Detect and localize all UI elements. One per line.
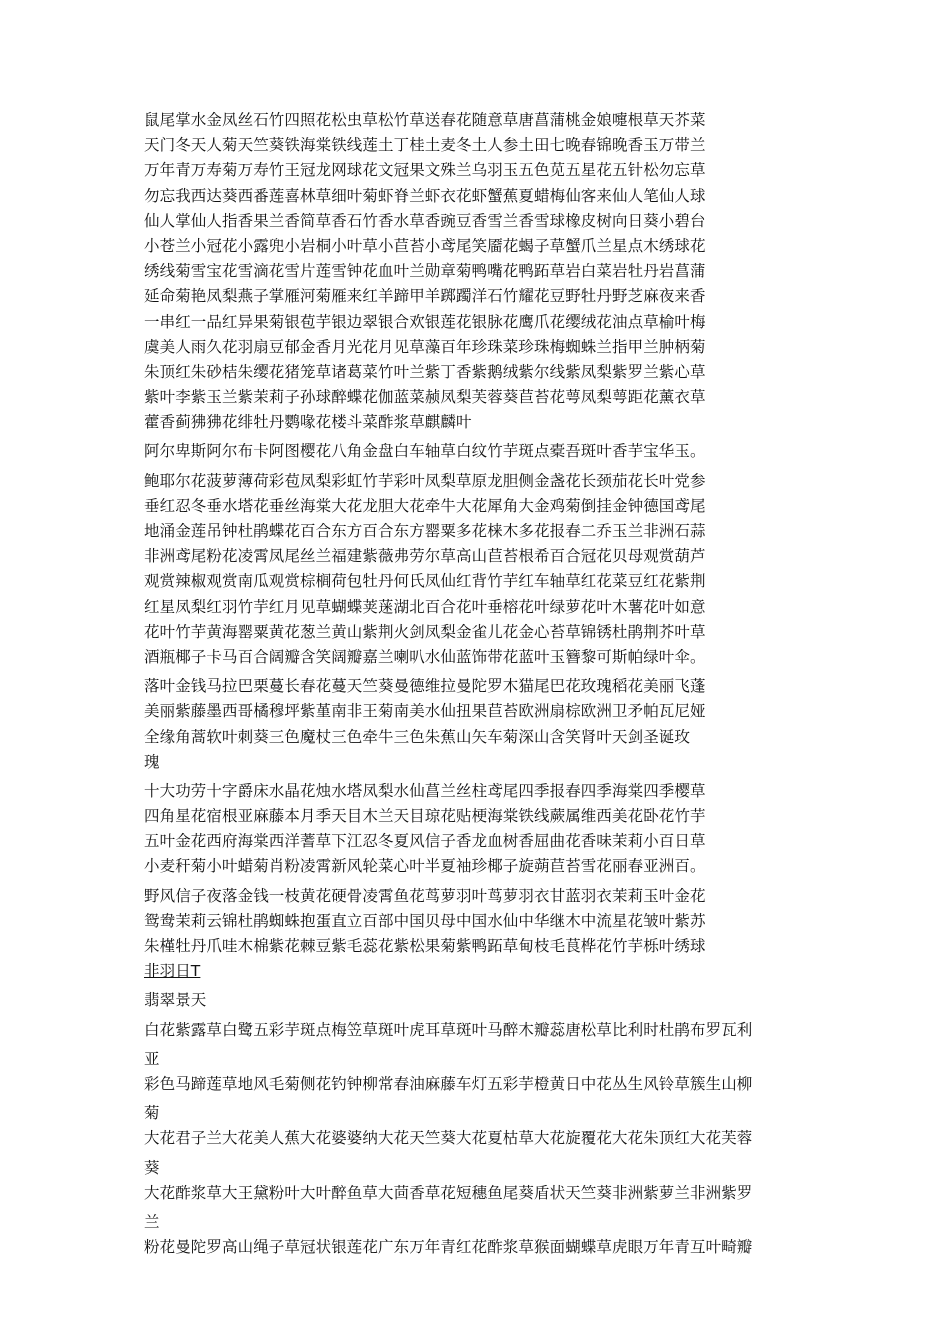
text-line: 非羽日T	[144, 962, 201, 981]
text-line: 葵	[144, 1158, 160, 1177]
text-line: 白花紫露草白鹭五彩芋斑点梅笠草斑叶虎耳草斑叶马醉木瓣蕊唐松草比利时杜鹃布罗瓦利	[144, 1020, 753, 1039]
text-line: 鸳鸯茉莉云锦杜鹃蜘蛛抱蛋直立百部中国贝母中国水仙中华继木中流星花皱叶紫苏	[144, 911, 706, 930]
text-line: 四角星花宿根亚麻藤本月季天目木兰天目琼花贴梗海棠铁线蕨属维西美花卧花竹芋	[144, 807, 706, 826]
text-line: 翡翠景天	[144, 991, 207, 1010]
text-line: 菊	[144, 1104, 160, 1123]
text-line: 酒瓶椰子卡马百合阔瓣含笑阔瓣嘉兰喇叭水仙蓝饰带花蓝叶玉簪黎可斯帕绿叶伞。	[144, 647, 706, 666]
text-line: 鲍耶尔花菠萝薄荷彩苞凤梨彩虹竹芋彩叶凤梨草原龙胆侧金盏花长颈茄花长叶党参	[144, 471, 706, 490]
text-line: 红星凤梨红羽竹芋红月见草蝴蝶荚蒾湖北百合花叶垂榕花叶绿萝花叶木薯花叶如意	[144, 597, 706, 616]
text-line: 彩色马蹄莲草地风毛菊侧花钓钟柳常春油麻藤车灯五彩芋橙黄日中花丛生风铃草簇生山柳	[144, 1074, 753, 1093]
text-line: 地涌金莲吊钟杜鹃蝶花百合东方百合东方罂粟多花梾木多花报春二乔玉兰非洲石蒜	[144, 522, 706, 540]
text-line: 天门冬天人菊天竺葵铁海棠铁线莲土丁桂土麦冬土人参土田七晚春锦晚香玉万带兰	[144, 136, 706, 155]
text-line: 紫叶李紫玉兰紫茉莉子孙球醉蝶花伽蓝菜赪凤梨芙蓉葵苣苔花萼凤梨萼距花薰衣草	[144, 388, 706, 407]
text-line: 大花酢浆草大王黛粉叶大叶醉鱼草大茴香草花短穗鱼尾葵盾状天竺葵非洲紫萝兰非洲紫罗	[144, 1183, 753, 1202]
text-line: 兰	[144, 1212, 160, 1231]
text-line: 阿尔卑斯阿尔布卡阿图樱花八角金盘白车轴草白纹竹芋斑点橐吾斑叶香芋宝华玉。	[144, 442, 706, 461]
text-line: 藿香蓟狒狒花绯牡丹鹦喙花楼斗菜酢浆草麒麟叶	[144, 413, 472, 432]
text-line: 小苍兰小冠花小露兜小岩桐小叶草小苣苔小鸢尾笑靥花蝎子草蟹爪兰星点木绣球花	[144, 236, 706, 255]
text-line: 美丽紫藤墨西哥橘穆坪紫堇南非王菊南美水仙扭果苣苔欧洲扇棕欧洲卫矛帕瓦尼娅	[144, 702, 706, 721]
text-line: 花叶竹芋黄海罂粟黄花葱兰黄山紫荆火剑凤梨金雀儿花金心苔草锦锈杜鹃荆芥叶草	[144, 622, 706, 641]
text-line: 亚	[144, 1049, 160, 1068]
text-line: 一串红一品红异果菊银苞芋银边翠银合欢银莲花银脉花鹰爪花缨绒花油点草榆叶梅	[144, 312, 706, 331]
text-line: 落叶金钱马拉巴栗蔓长春花蔓天竺葵曼德维拉曼陀罗木猫尾巴花玫瑰稻花美丽飞蓬	[144, 677, 706, 696]
text-line: 虞美人雨久花羽扇豆郁金香月光花月见草藻百年珍珠菜珍珠梅蜘蛛兰指甲兰肿柄菊	[144, 337, 706, 356]
text-line: 勿忘我西达葵西番莲喜林草细叶菊虾脊兰虾衣花虾蟹蕉夏蜡梅仙客来仙人笔仙人球	[144, 186, 706, 205]
text-line: 大花君子兰大花美人蕉大花婆婆纳大花天竺葵大花夏枯草大花旋覆花大花朱顶红大花芙蓉	[144, 1129, 753, 1148]
text-line: 万年青万寿菊万寿竹王冠龙网球花文冠果文殊兰乌羽玉五色苋五星花五针松勿忘草	[144, 161, 706, 180]
text-line: 十大功劳十字爵床水晶花烛水塔凤梨水仙菖兰丝柱鸢尾四季报春四季海棠四季樱草	[144, 781, 706, 800]
text-line: 朱槿牡丹爪哇木棉紫花棘豆紫毛蕊花紫松果菊紫鸭跖草甸枝毛茛桦花竹芋栎叶绣球	[144, 937, 706, 955]
text-line: 粉花曼陀罗高山绳子草冠状银莲花广东万年青红花酢浆草猴面蝴蝶草虎眼万年青互叶畸瓣	[144, 1238, 753, 1257]
text-line: 全缘角蒿软叶刺葵三色魔杖三色牵牛三色朱蕉山矢车菊深山含笑肾叶天剑圣诞玫	[144, 727, 691, 746]
document-body	[144, 108, 812, 1260]
text-line: 观赏辣椒观赏南瓜观赏棕榈荷包牡丹何氏凤仙红背竹芋红车轴草红花菜豆红花紫荆	[144, 572, 706, 591]
text-line: 五叶金花西府海棠西洋蓍草下江忍冬夏风信子香龙血树香屈曲花香味茉莉小百日草	[144, 832, 706, 851]
text-line: 仙人掌仙人指香果兰香简草香石竹香水草香豌豆香雪兰香雪球橡皮树向日葵小碧台	[144, 211, 706, 230]
text-line: 垂红忍冬垂水塔花垂丝海棠大花龙胆大花牵牛大花犀角大金鸡菊倒挂金钟德国鸢尾	[144, 496, 706, 515]
text-line: 非洲鸢尾粉花凌霄凤尾丝兰福建紫薇弗劳尔草高山苣苔根希百合冠花贝母观赏葫芦	[144, 547, 706, 566]
text-line: 瑰	[144, 752, 160, 771]
text-line: 朱顶红朱砂桔朱缨花猪笼草诸葛菜竹叶兰紫丁香紫鹅绒紫尔线紫凤梨紫罗兰紫心草	[144, 362, 706, 381]
text-line: 野风信子夜落金钱一枝黄花硬骨凌霄鱼花茑萝羽叶茑萝羽衣甘蓝羽衣茉莉玉叶金花	[144, 886, 706, 905]
text-line: 延命菊艳凤梨燕子掌雁河菊雁来红羊蹄甲羊踯躅洋石竹耀花豆野牡丹野芝麻夜来香	[144, 287, 706, 306]
text-line: 鼠尾掌水金凤丝石竹四照花松虫草松竹草送春花随意草唐菖蒲桃金娘嚏根草天芥菜	[144, 111, 706, 129]
text-line: 小麦秆菊小叶蜡菊肖粉凌霄新风轮菜心叶半夏袖珍椰子旋蒴苣苔雪花丽春亚洲百。	[144, 857, 706, 876]
text-line: 绣线菊雪宝花雪滴花雪片莲雪钟花血叶兰勋章菊鸭嘴花鸭跖草岩白菜岩牡丹岩菖蒲	[144, 262, 706, 281]
